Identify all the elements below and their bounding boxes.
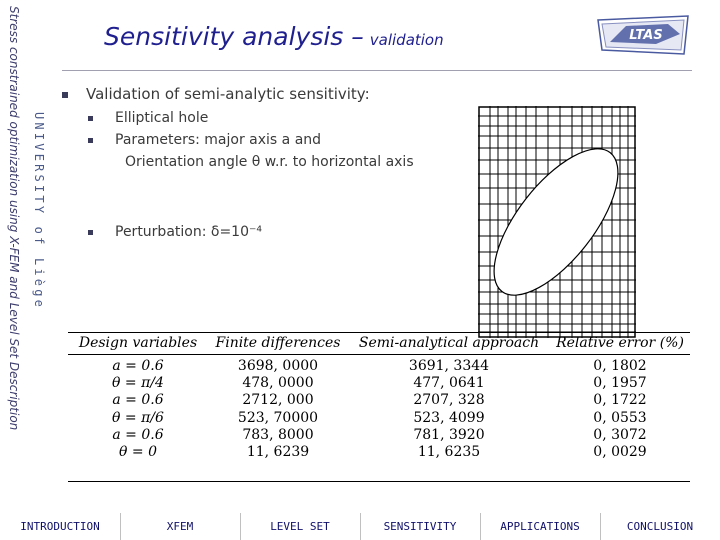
table-header-cell: Relative error (%) bbox=[556, 335, 684, 351]
table-header-cell: Finite differences bbox=[215, 335, 341, 351]
table-cell: θ = π/4 bbox=[112, 374, 164, 391]
sub-bullet-text: Parameters: major axis a and bbox=[115, 132, 322, 148]
table-cell: 2712, 000 bbox=[242, 392, 314, 409]
slide-title bbox=[104, 22, 444, 51]
table-cell: a = 0.6 bbox=[112, 426, 164, 443]
table-row bbox=[68, 374, 690, 391]
nav-item-conclusion[interactable]: CONCLUSION bbox=[626, 520, 694, 533]
table-row bbox=[68, 409, 690, 426]
bullet-square-icon bbox=[88, 230, 93, 235]
nav-item-xfem[interactable]: XFEM bbox=[166, 520, 194, 533]
table-cell: θ = π/6 bbox=[112, 409, 164, 426]
sub-bullet-text: Perturbation: δ=10⁻⁴ bbox=[115, 224, 262, 240]
table-cell: a = 0.6 bbox=[112, 357, 164, 374]
table-cell: 11, 6235 bbox=[417, 444, 481, 461]
table-cell: 0, 0553 bbox=[593, 409, 647, 426]
table-row bbox=[68, 357, 690, 374]
table-cell: 0, 1722 bbox=[593, 392, 647, 409]
table-cell: 523, 70000 bbox=[237, 409, 319, 426]
table-cell: θ = 0 bbox=[119, 444, 157, 461]
logo-text: LTAS bbox=[629, 28, 663, 43]
table-header-row bbox=[68, 333, 690, 353]
sub-bullet-continuation: Orientation angle θ w.r. to horizontal axis bbox=[125, 154, 414, 170]
elliptical-hole-mesh-figure bbox=[478, 106, 636, 338]
nav-item-level-set[interactable]: LEVEL SET bbox=[270, 520, 330, 533]
table-row bbox=[68, 443, 690, 460]
bullet-square-icon bbox=[88, 138, 93, 143]
table-cell: a = 0.6 bbox=[112, 392, 164, 409]
nav-item-sensitivity[interactable]: SENSITIVITY bbox=[383, 520, 457, 533]
table-cell: 3691, 3344 bbox=[408, 357, 490, 374]
table-bottom-rule bbox=[68, 481, 690, 482]
main-bullet bbox=[62, 85, 370, 103]
sub-bullet-parameters bbox=[88, 132, 321, 148]
main-bullet-text: Validation of semi-analytic sensitivity: bbox=[86, 85, 370, 103]
table-cell: 0, 3072 bbox=[593, 426, 647, 443]
sub-bullet-elliptical-hole bbox=[88, 110, 208, 126]
table-cell: 0, 1802 bbox=[593, 357, 647, 374]
table-cell: 2707, 328 bbox=[413, 392, 485, 409]
table-header-cell: Semi-analytical approach bbox=[358, 335, 540, 351]
nav-item-introduction[interactable]: INTRODUCTION bbox=[20, 520, 100, 533]
table-row bbox=[68, 426, 690, 443]
table-header-cell: Design variables bbox=[78, 335, 198, 351]
table-cell: 3698, 0000 bbox=[237, 357, 319, 374]
slide-title-main: Sensitivity analysis – bbox=[104, 22, 364, 51]
sub-bullet-perturbation bbox=[88, 224, 262, 240]
slide-title-sub: validation bbox=[369, 31, 444, 49]
table-cell: 478, 0000 bbox=[242, 374, 314, 391]
university-name-vertical: UNIVERSITY of Liège bbox=[32, 112, 46, 311]
table-cell: 11, 6239 bbox=[246, 444, 310, 461]
title-divider bbox=[62, 70, 692, 71]
bullet-square-icon bbox=[88, 116, 93, 121]
ltas-logo bbox=[596, 14, 692, 56]
table-cell: 0, 1957 bbox=[593, 374, 647, 391]
nav-item-applications[interactable]: APPLICATIONS bbox=[500, 520, 580, 533]
table-cell: 523, 4099 bbox=[413, 409, 485, 426]
table-cell: 781, 3920 bbox=[413, 426, 485, 443]
table-row bbox=[68, 392, 690, 409]
table-cell: 0, 0029 bbox=[593, 444, 647, 461]
sub-bullet-text: Elliptical hole bbox=[115, 110, 209, 126]
sensitivity-validation-table bbox=[68, 333, 690, 461]
course-title-vertical: Stress constrained optimization using X-FEM and Level Set Description bbox=[7, 6, 21, 431]
bullet-square-icon bbox=[62, 92, 68, 98]
table-cell: 477, 0641 bbox=[413, 374, 485, 391]
table-cell: 783, 8000 bbox=[242, 426, 314, 443]
